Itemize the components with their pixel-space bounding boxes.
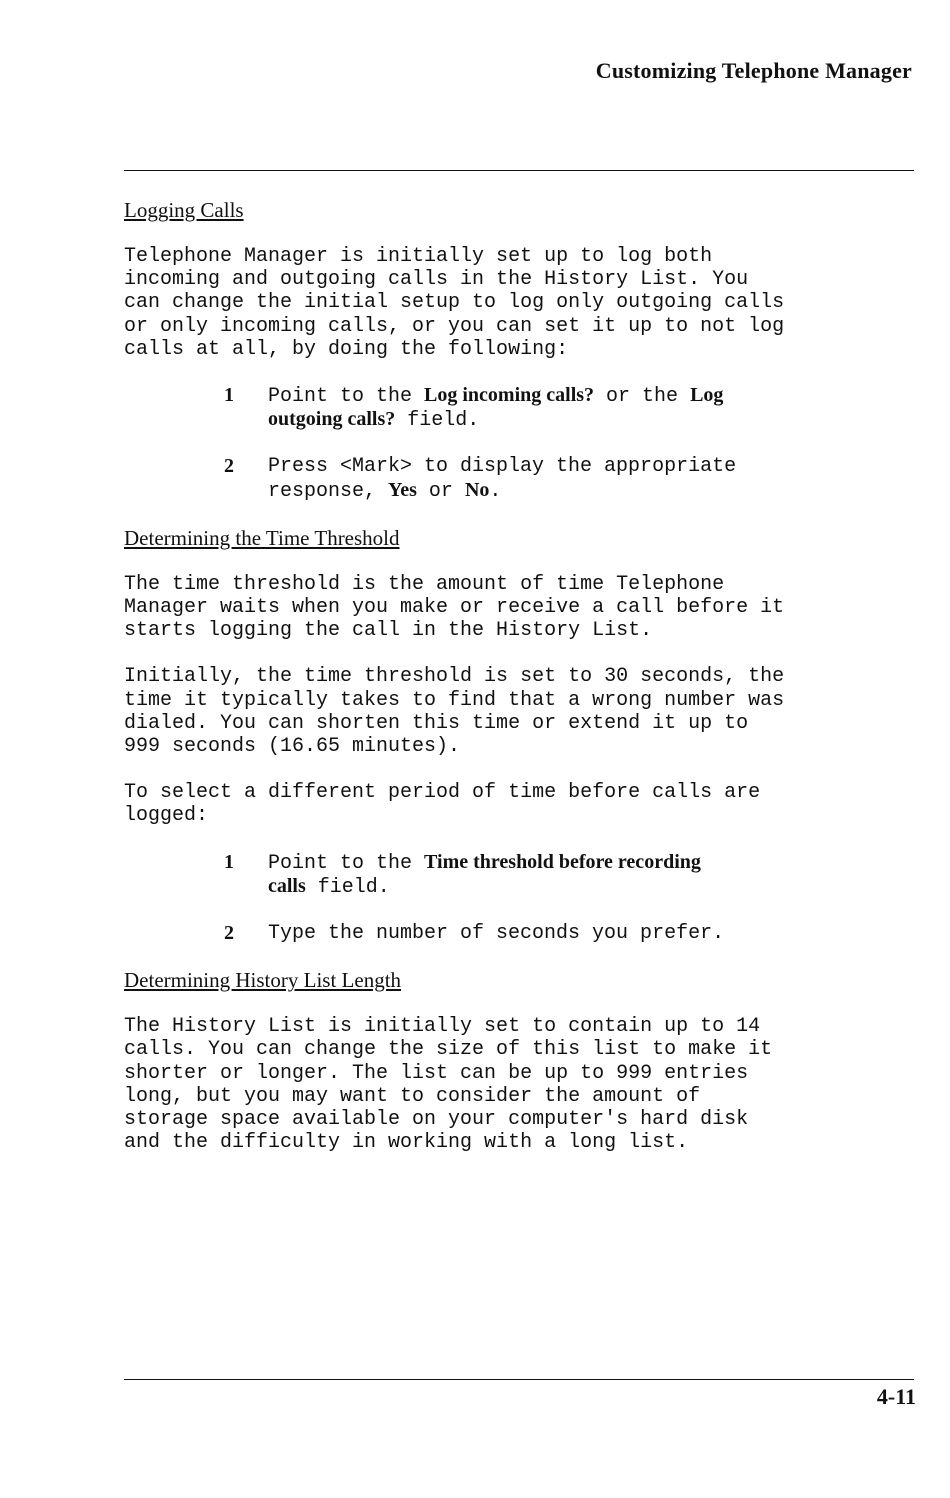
time-threshold-para-3: To select a different period of time before calls are logged: [124, 781, 761, 828]
step-text: Type the number of seconds you prefer. [268, 922, 725, 946]
section-heading-history-list-length: Determining History List Length [124, 968, 402, 993]
step-text-plain: Point to the [268, 851, 425, 875]
step-text [268, 455, 924, 502]
field-name-time-threshold: Time threshold before recording calls [268, 850, 701, 897]
step-text-plain: Press <Mark> to display the appropriate response, [268, 455, 737, 503]
time-threshold-para-2: Initially, the time threshold is set to 30 seconds, the time it typically takes to find that a wrong number was dialed. You can shorten this time or extend it up to 999 seconds (16.65 minutes). [124, 665, 785, 759]
step-number: 2 [224, 455, 234, 478]
list-item [124, 384, 924, 432]
list-item [124, 455, 924, 502]
history-list-length-para: The History List is initially set to contain up to 14 calls. You can change the size of this list to make it shorter or longer. The list can be up to 999 entries long, but you may want to consider the amount of storage space available on your computer's hard disk and the difficulty in working with a long list. [124, 1015, 773, 1155]
step-text-plain: Point to the [268, 385, 425, 409]
step-number: 2 [224, 922, 234, 945]
page-body [124, 198, 924, 1177]
step-text-plain: field. [305, 875, 390, 899]
time-threshold-steps [124, 851, 924, 946]
running-header-title: Customizing Telephone Manager [595, 58, 912, 83]
step-number: 1 [224, 850, 234, 873]
field-name-log-outgoing: Log outgoing calls? [268, 384, 724, 431]
time-threshold-para-1: The time threshold is the amount of time Telephone Manager waits when you make or receive a call before it starts logging the call in the History List. [124, 572, 785, 643]
field-name-log-incoming: Log incoming calls? [424, 384, 595, 407]
list-item [124, 851, 924, 899]
footer-rule [124, 1379, 914, 1380]
step-text [268, 384, 924, 432]
step-text [268, 851, 924, 899]
step-text-plain: or [416, 479, 465, 503]
response-no: No [464, 478, 490, 501]
section-heading-logging-calls: Logging Calls [124, 198, 244, 222]
step-text-plain: field. [395, 409, 480, 433]
header-rule [124, 170, 914, 171]
page-number: 4-11 [876, 1384, 916, 1409]
logging-calls-intro: Telephone Manager is initially set up to log both incoming and outgoing calls in the History List. You can change the initial setup to log only outgoing calls or only incoming calls, or you can set it up to not log calls at all, by doing the following: [124, 245, 785, 361]
section-heading-time-threshold: Determining the Time Threshold [124, 525, 400, 550]
step-number: 1 [224, 384, 234, 407]
step-text-plain: . [489, 479, 502, 503]
step-text-plain: or the [594, 385, 691, 409]
list-item [124, 922, 924, 945]
response-yes: Yes [388, 478, 417, 501]
logging-calls-steps [124, 384, 924, 503]
